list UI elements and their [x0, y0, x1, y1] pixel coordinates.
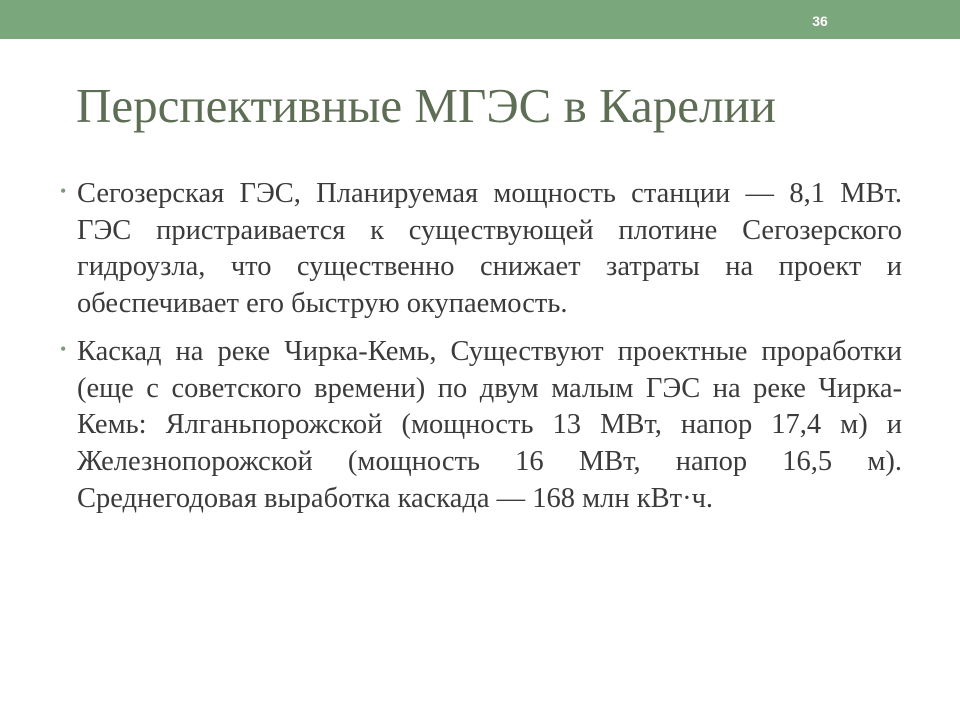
slide-title: Перспективные МГЭС в Карелии: [76, 78, 776, 133]
top-bar: [0, 0, 960, 39]
bullet-item-chirka-kem: [60, 334, 902, 518]
bullet-item-segozerskaya: [60, 176, 902, 323]
bullet-text: Сегозерская ГЭС, Планируемая мощность станции — 8,1 МВт. ГЭС пристраивается к существующей плотине Сегозерского гидроузла, что существенно снижает затраты на проект и обеспечивает его быструю окупаемость.: [77, 178, 902, 320]
bullet-dot-icon: •: [60, 338, 67, 359]
bullet-text: Каскад на реке Чирка-Кемь, Существуют проектные проработки (еще с советского времени) по двум малым ГЭС на реке Чирка-Кемь: Ялганьпорожской (мощность 13 МВт, напор 17,4 м) и Железнопорожской (мощность 16 МВт, напор 16,5 м). Среднегодовая выработка каскада — 168 млн кВт·ч.: [77, 335, 902, 514]
bullet-list: [60, 176, 902, 528]
bullet-dot-icon: •: [60, 181, 67, 201]
slide-number: 36: [812, 13, 828, 29]
